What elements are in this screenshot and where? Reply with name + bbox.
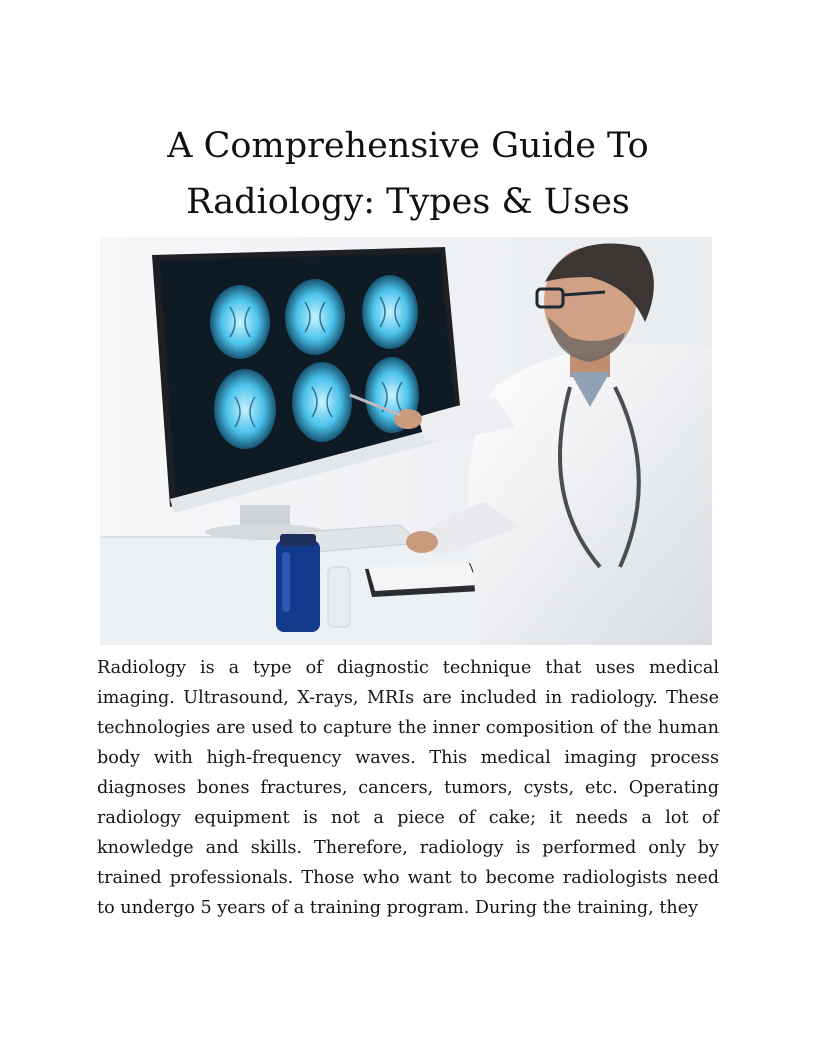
body-paragraph: Radiology is a type of diagnostic technique that uses medical imaging. Ultrasound, X-rays, MRIs are included in radiology. These technologies are used to capture the inner composition of the human body with high-frequency waves. This medical imaging process diagnoses bones fractures, cancers, tumors, cysts, etc. Operating radiology equipment is not a piece of cake; it needs a lot of knowledge and skills. Therefore, radiology is performed only by trained professionals. Those who want to become radiologists need to undergo 5 years of a training program. During the training, they [97,658,719,918]
title-line-2: Radiology: Types & Uses [186,182,630,222]
doctor-mri-illustration [100,237,712,645]
document-title [0,118,816,230]
title-line-1: A Comprehensive Guide To [167,126,649,166]
medicine-bottle [276,534,320,632]
hero-photo [100,237,712,645]
